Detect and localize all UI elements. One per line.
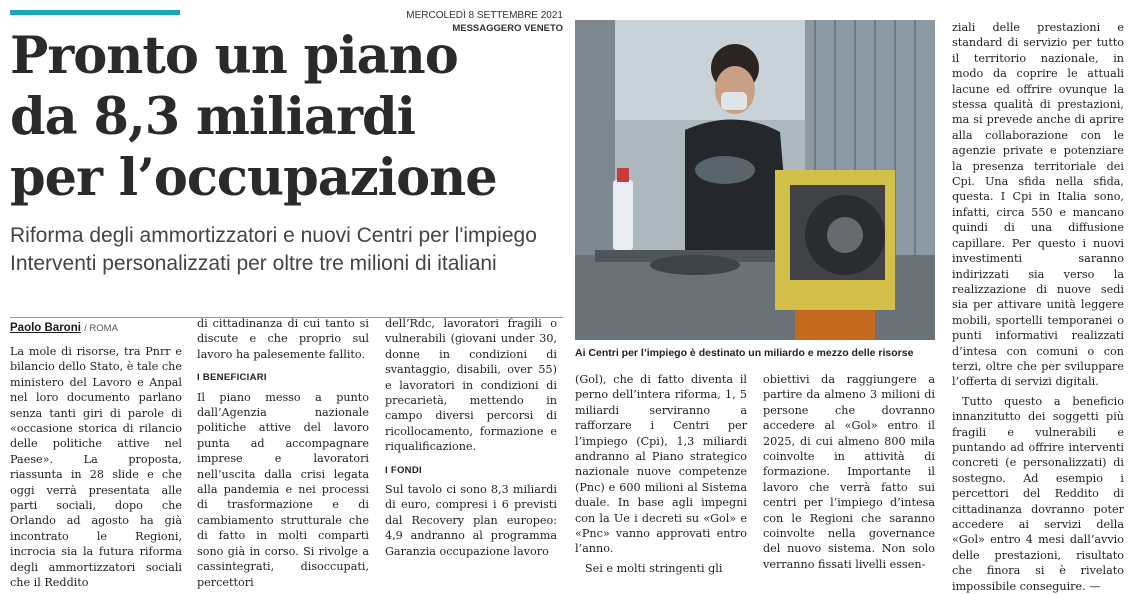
paragraph: Tutto questo a beneficio innanzitutto dei soggetti più fragili e vulnerabili e puntando ad offrire interventi concreti (e personalizzati) di sostegno. Ad esempio i percettori del Reddito di cittadinanza dovranno poter accedere ai servizi della «Gol» entro 4 mesi dall’avvio delle prestazioni, risultato che finora si è rivelato impossibile conseguire. — — [952, 394, 1124, 593]
article-column-5 — [763, 372, 935, 572]
headline-line: per l’occupazione — [10, 148, 497, 208]
headline-line: da 8,3 miliardi — [10, 87, 415, 147]
headline — [10, 26, 570, 209]
paragraph: ziali delle prestazioni e standard di servizio per tutto il territorio nazionale, in modo da coprire le attuali lacune ed offrire ovunque la stessa qualità di prestazioni, ma si prevede anche di aprire alla collaborazione con le agenzie private e potenziare la presenza territoriale dei Cpi. Una sfida nella sfida, questa. I Cpi in Italia sono, infatti, circa 550 e mancano quindi di una diffusione capillare. Per questo i nuovi investimenti saranno indirizzati sia verso la realizzazione di nuove sedi sia per attivare unità leggere mobili, sportelli temporanei o punti informativi realizzati d’intesa con comuni o con terzi, oltre che per sviluppare l’offerta di servizi digitali. — [952, 21, 1124, 389]
newspaper-name: MESSAGGERO VENETO — [452, 23, 563, 34]
section-accent-bar — [10, 10, 180, 15]
paragraph: Sei e molti stringenti gli — [585, 561, 723, 575]
article-column-2 — [197, 316, 369, 590]
subheadline — [10, 222, 570, 278]
publication-date: MERCOLEDÌ 8 SETTEMBRE 2021 — [406, 10, 563, 21]
dateline-city: / ROMA — [84, 323, 118, 334]
author-name: Paolo Baroni — [10, 322, 81, 334]
section-heading: I FONDI — [385, 464, 422, 476]
paragraph: (Gol), che di fatto diventa il perno dell’intera riforma, 1, 5 miliardi serviranno a rafforzare i Centri per l’impiego (Cpi), 1,3 miliardi andranno al Piano strategico nazionale nuove competenze (Pnc) e 600 milioni al Sistema duale. In base agli impegni con la Ue i decreti su «Gol» e «Pnc» vanno approvati entro l’anno. — [575, 373, 747, 556]
subheadline-line: Interventi personalizzati per oltre tre milioni di italiani — [10, 252, 497, 275]
paragraph: obiettivi da raggiungere a partire da almeno 3 milioni di persone che dovranno accedere al «Gol» entro il 2025, di cui almeno 800 mila coinvolte in attività di formazione. Importante il lavoro che verrà fatto sui centri per l’impiego d’intesa con le Regioni che saranno coinvolte nella governance del nuovo sistema. Non solo verranno fissati livelli essen- — [763, 373, 935, 571]
article-column-4 — [575, 372, 747, 576]
paragraph: Sul tavolo ci sono 8,3 miliardi di euro, compresi i 6 previsti dal Recovery plan europeo: 4,9 andranno al programma Garanzia occupazione lavoro — [385, 483, 557, 558]
subheadline-line: Riforma degli ammortizzatori e nuovi Centri per l'impiego — [10, 224, 537, 247]
byline — [10, 322, 118, 334]
paragraph: Il piano messo a punto dall’Agenzia nazionale politiche attive del lavoro punta ad accompagnare imprese e lavoratori nell’uscita dalla crisi legata alla pandemia e nei processi di trasformazione e di cambiamento strutturale che di fatto in molti comparti sono già in corso. Si rivolge a cassintegrati, disoccupati, percettori — [197, 390, 369, 589]
paragraph: di cittadinanza di cui tanto si discute e che proprio sul lavoro ha palesemente fallito. — [197, 317, 369, 361]
article-column-6 — [952, 20, 1124, 594]
photo-caption: Ai Centri per l’impiego è destinato un miliardo e mezzo delle risorse — [575, 347, 914, 359]
headline-line: Pronto un piano — [10, 26, 458, 86]
article-column-3 — [385, 316, 557, 559]
article-photo — [575, 20, 935, 340]
paragraph: La mole di risorse, tra Pnrr e bilancio dello Stato, è tale che ministero del Lavoro e Anpal nel loro documento parlano senza tanti giri di parole di «occasione storica di rilancio delle politiche attive nel Paese». La proposta, riassunta in 28 slide e che oggi verrà presentata alle parti sociali, dopo che Orlando ad agosto ha già incontrato le Regioni, incrocia sia la futura riforma degli ammortizzatori sociali che il Reddito — [10, 345, 182, 590]
section-heading: I BENEFICIARI — [197, 372, 267, 384]
paragraph: dell’Rdc, lavoratori fragili o vulnerabili (giovani under 30, donne in condizioni di svantaggio, disabili, over 55) e lavoratori in condizioni di precarietà, mettendo in campo diversi percorsi di ricollocamento, formazione e riqualificazione. — [385, 317, 557, 454]
factory-worker-photo — [575, 20, 935, 340]
article-column-1 — [10, 344, 182, 591]
